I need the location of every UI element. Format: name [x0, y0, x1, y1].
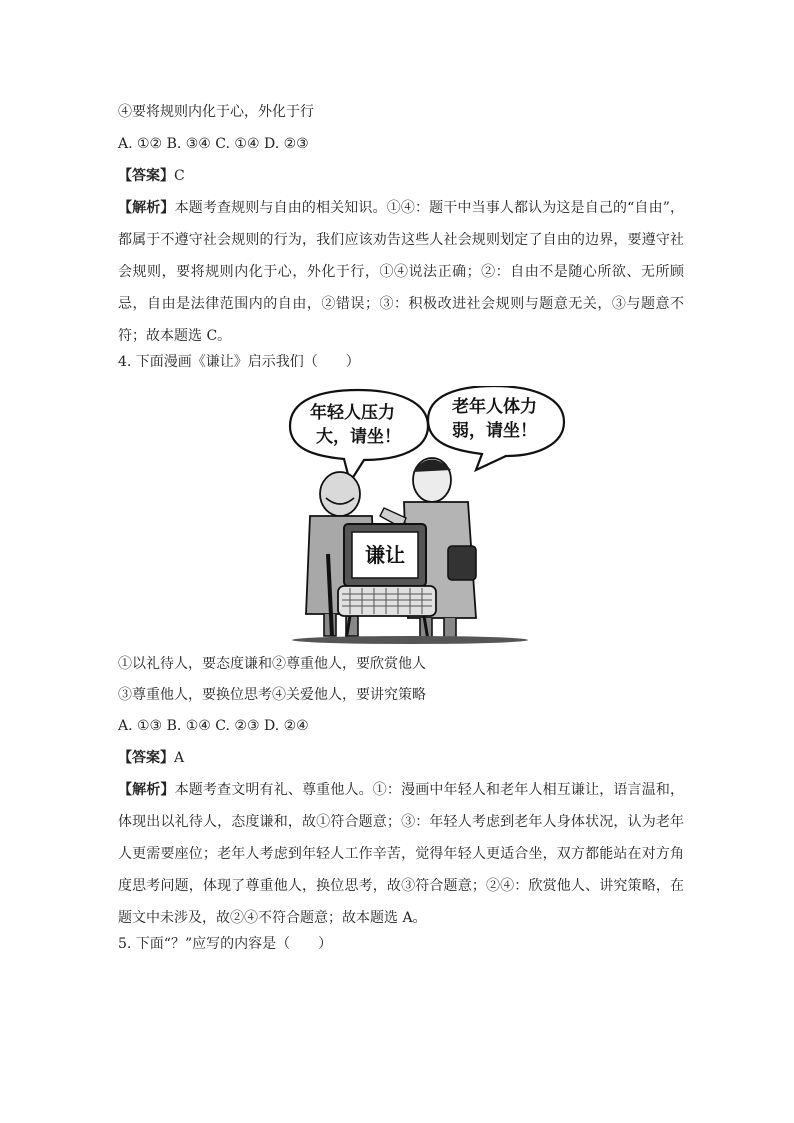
q3-answer: [118, 166, 185, 186]
analysis-text: 本题考查规则与自由的相关知识。①④：题干中当事人都认为这是自己的“自由”，都属于不遵守社会规则的行为，我们应该劝告这些人社会规则划定了自由的边界，要遵守社会规则，要将规则内化于心，外化于行，①④说法正确；②：自由不是随心所欲、无所顾忌，自由是法律范围内的自由，②错误；③：积极改进社会规则与题意无关，③与题意不符；故本题选 C。: [118, 200, 685, 344]
q3-options: A. ①② B. ③④ C. ①④ D. ②③: [118, 136, 309, 152]
cartoon-modesty: [280, 386, 570, 644]
ground-shadow: [292, 636, 528, 644]
left-bubble-line2: 大，请坐！: [316, 427, 401, 447]
left-bubble-line1: 年轻人压力: [310, 403, 395, 423]
q4-answer: [118, 748, 184, 768]
sign-text: 谦让: [365, 543, 405, 567]
q4-analysis: [118, 774, 684, 934]
item-4-statement: ④要将规则内化于心，外化于行: [118, 104, 314, 120]
left-speech-bubble: [290, 390, 428, 482]
q3-analysis: [118, 192, 684, 352]
right-bubble-line2: 弱，请坐！: [452, 421, 537, 441]
q4-choice-line-2: ③尊重他人，要换位思考④关爱他人，要讲究策略: [118, 687, 426, 703]
q4-choice-line-1: ①以礼待人，要态度谦和②尊重他人，要欣赏他人: [118, 656, 426, 672]
answer-label: 【答案】: [118, 168, 174, 184]
right-speech-bubble: [428, 386, 564, 470]
answer-value: C: [174, 168, 185, 184]
answer-value: A: [174, 750, 185, 766]
analysis-text: 本题考查文明有礼、尊重他人。①：漫画中年轻人和老年人相互谦让，语言温和，体现出以礼待人，态度谦和，故①符合题意；③：年轻人考虑到老年人身体状况，认为老年人更需要座位；老年人考虑到年轻人工作辛苦，觉得年轻人更适合坐，双方都能站在对方角度思考问题，体现了尊重他人，换位思考，故③符合题意；②④：欣赏他人、讲究策略，在题文中未涉及，故②④不符合题意；故本题选 A。: [118, 782, 685, 926]
q4-options: A. ①③ B. ①④ C. ②③ D. ②④: [118, 718, 309, 734]
q4-stem: 4. 下面漫画《谦让》启示我们（ ）: [118, 354, 360, 370]
q5-stem: 5. 下面“？”应写的内容是（ ）: [118, 936, 333, 952]
answer-label: 【答案】: [118, 750, 174, 766]
analysis-label: 【解析】: [118, 782, 175, 798]
analysis-label: 【解析】: [118, 200, 175, 216]
right-bubble-line1: 老年人体力: [452, 397, 537, 417]
